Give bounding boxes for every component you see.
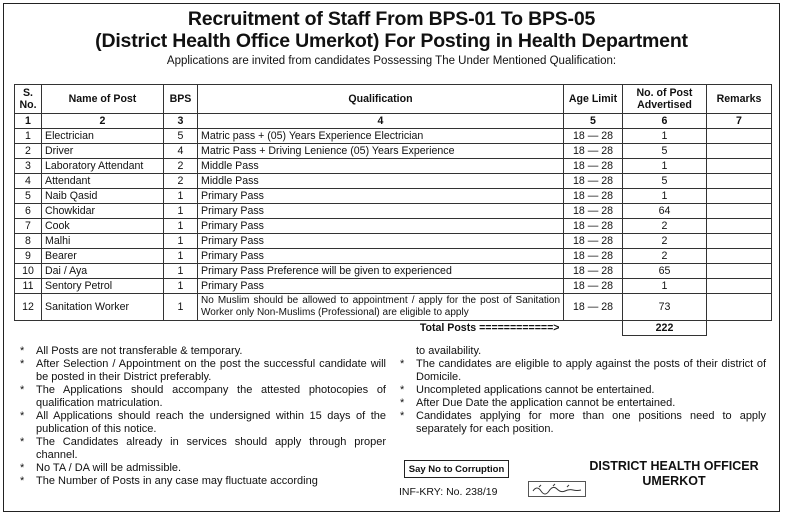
table-header-row	[15, 85, 772, 114]
asterisk-icon: *	[400, 384, 405, 396]
table-row	[15, 294, 772, 321]
cell-post: Cook	[42, 219, 164, 234]
cell-bps: 1	[164, 294, 198, 321]
cell-remarks	[707, 159, 772, 174]
note-text: After Selection / Appointment on the post the successful candidate will be posted in their District preferably.	[36, 358, 386, 383]
issuing-authority	[584, 459, 764, 489]
note-text: The Candidates already in services should apply through proper channel.	[36, 436, 386, 461]
cell-qualification: Middle Pass	[198, 159, 564, 174]
note-item	[400, 358, 766, 384]
note-item	[20, 436, 386, 462]
table-row	[15, 219, 772, 234]
note-item	[20, 345, 386, 358]
officer-location: UMERKOT	[642, 474, 706, 488]
table-row	[15, 234, 772, 249]
cell-post: Chowkidar	[42, 204, 164, 219]
note-item	[20, 475, 386, 488]
cell-count: 2	[623, 234, 707, 249]
cell-count: 2	[623, 249, 707, 264]
cell-count: 5	[623, 144, 707, 159]
cell-qualification: Matric Pass + Driving Lenience (05) Years Experience	[198, 144, 564, 159]
cell-remarks	[707, 129, 772, 144]
col-number: 1	[15, 114, 42, 129]
cell-bps: 4	[164, 144, 198, 159]
cell-count: 73	[623, 294, 707, 321]
note-text: The Number of Posts in any case may fluctuate according	[36, 475, 318, 487]
cell-remarks	[707, 219, 772, 234]
cell-sno: 9	[15, 249, 42, 264]
title-line-2: (District Health Office Umerkot) For Posting in Health Department	[95, 30, 688, 52]
column-number-row	[15, 114, 772, 129]
cell-qualification: Primary Pass	[198, 234, 564, 249]
asterisk-icon: *	[20, 358, 25, 370]
cell-sno: 10	[15, 264, 42, 279]
cell-age: 18 — 28	[564, 279, 623, 294]
cell-sno: 11	[15, 279, 42, 294]
cell-remarks	[707, 249, 772, 264]
notes-left-column	[20, 345, 386, 488]
cell-remarks	[707, 279, 772, 294]
cell-qualification: Middle Pass	[198, 174, 564, 189]
cell-qualification: Primary Pass	[198, 219, 564, 234]
cell-bps: 1	[164, 204, 198, 219]
inf-number: INF-KRY: No. 238/19	[399, 486, 498, 498]
cell-bps: 1	[164, 264, 198, 279]
cell-remarks	[707, 294, 772, 321]
col-number: 3	[164, 114, 198, 129]
cell-age: 18 — 28	[564, 144, 623, 159]
col-number: 4	[198, 114, 564, 129]
note-text: The candidates are eligible to apply against the posts of their district of Domicile.	[416, 358, 766, 383]
header-remarks: Remarks	[707, 85, 772, 114]
cell-age: 18 — 28	[564, 219, 623, 234]
table-row	[15, 159, 772, 174]
table-row	[15, 249, 772, 264]
cell-age: 18 — 28	[564, 294, 623, 321]
asterisk-icon: *	[20, 436, 25, 448]
cell-bps: 1	[164, 219, 198, 234]
cell-count: 64	[623, 204, 707, 219]
col-number: 5	[564, 114, 623, 129]
total-label: Total Posts ============>	[419, 321, 560, 334]
cell-count: 1	[623, 279, 707, 294]
posts-table	[14, 84, 772, 336]
cell-qualification: Primary Pass	[198, 249, 564, 264]
stamp-scribble-icon	[529, 482, 585, 496]
cell-post: Sanitation Worker	[42, 294, 164, 321]
cell-qualification: Primary Pass Preference will be given to experienced	[198, 264, 564, 279]
col-number: 6	[623, 114, 707, 129]
cell-count: 1	[623, 159, 707, 174]
cell-post: Laboratory Attendant	[42, 159, 164, 174]
note-text: All Applications should reach the undersigned within 15 days of the publication of this notice.	[36, 410, 386, 435]
cell-qualification: Primary Pass	[198, 204, 564, 219]
note-item	[400, 384, 766, 397]
note-item	[20, 462, 386, 475]
table-row	[15, 279, 772, 294]
note-item	[20, 384, 386, 410]
table-row	[15, 189, 772, 204]
note-text: No TA / DA will be admissible.	[36, 462, 182, 474]
cell-age: 18 — 28	[564, 264, 623, 279]
header-age: Age Limit	[564, 85, 623, 114]
note-item	[400, 397, 766, 410]
table-row	[15, 129, 772, 144]
table-row	[15, 264, 772, 279]
total-row	[15, 321, 772, 336]
note-continuation: to availability.	[416, 345, 482, 357]
cell-count: 1	[623, 129, 707, 144]
cell-sno: 2	[15, 144, 42, 159]
table-row	[15, 204, 772, 219]
asterisk-icon: *	[20, 462, 25, 474]
note-text: Uncompleted applications cannot be entertained.	[416, 384, 655, 396]
cell-qualification: Matric pass + (05) Years Experience Electrician	[198, 129, 564, 144]
officer-title: DISTRICT HEALTH OFFICER	[589, 459, 759, 473]
cell-count: 2	[623, 219, 707, 234]
asterisk-icon: *	[400, 397, 405, 409]
cell-remarks	[707, 174, 772, 189]
cell-age: 18 — 28	[564, 129, 623, 144]
cell-count: 1	[623, 189, 707, 204]
cell-post: Malhi	[42, 234, 164, 249]
cell-remarks	[707, 204, 772, 219]
cell-post: Sentory Petrol	[42, 279, 164, 294]
cell-qualification: Primary Pass	[198, 279, 564, 294]
cell-bps: 1	[164, 189, 198, 204]
note-text: All Posts are not transferable & temporary.	[36, 345, 243, 357]
cell-post: Naib Qasid	[42, 189, 164, 204]
note-text: The Applications should accompany the attested photocopies of qualification matriculation.	[36, 384, 386, 409]
total-value: 222	[623, 321, 707, 336]
cell-qualification: Primary Pass	[198, 189, 564, 204]
cell-remarks	[707, 189, 772, 204]
header-post: Name of Post	[42, 85, 164, 114]
cell-remarks	[707, 234, 772, 249]
cell-post: Bearer	[42, 249, 164, 264]
subtitle: Applications are invited from candidates Possessing The Under Mentioned Qualification:	[166, 55, 617, 67]
cell-qualification: No Muslim should be allowed to appointment / apply for the post of Sanitation Worker only Non-Muslims (Professional) are eligible to apply	[198, 294, 564, 321]
cell-age: 18 — 28	[564, 249, 623, 264]
cell-post: Driver	[42, 144, 164, 159]
asterisk-icon: *	[20, 384, 25, 396]
urdu-stamp-icon	[528, 481, 586, 497]
col-number: 7	[707, 114, 772, 129]
cell-post: Attendant	[42, 174, 164, 189]
asterisk-icon: *	[20, 410, 25, 422]
cell-count: 5	[623, 174, 707, 189]
cell-age: 18 — 28	[564, 174, 623, 189]
cell-post: Electrician	[42, 129, 164, 144]
cell-count: 65	[623, 264, 707, 279]
cell-sno: 4	[15, 174, 42, 189]
note-item	[20, 410, 386, 436]
cell-sno: 3	[15, 159, 42, 174]
header-bps: BPS	[164, 85, 198, 114]
cell-sno: 1	[15, 129, 42, 144]
asterisk-icon: *	[20, 475, 25, 487]
cell-age: 18 — 28	[564, 204, 623, 219]
cell-bps: 1	[164, 234, 198, 249]
cell-sno: 7	[15, 219, 42, 234]
note-item	[400, 410, 766, 436]
asterisk-icon: *	[400, 358, 405, 370]
note-text: Candidates applying for more than one positions need to apply separately for each position.	[416, 410, 766, 435]
cell-sno: 5	[15, 189, 42, 204]
cell-post: Dai / Aya	[42, 264, 164, 279]
cell-bps: 2	[164, 174, 198, 189]
total-spacer	[707, 321, 772, 336]
cell-remarks	[707, 264, 772, 279]
col-number: 2	[42, 114, 164, 129]
cell-age: 18 — 28	[564, 159, 623, 174]
cell-sno: 6	[15, 204, 42, 219]
total-spacer	[564, 321, 623, 336]
title-line-1: Recruitment of Staff From BPS-01 To BPS-05	[187, 8, 596, 30]
asterisk-icon: *	[20, 345, 25, 357]
cell-age: 18 — 28	[564, 234, 623, 249]
note-item	[20, 358, 386, 384]
cell-bps: 1	[164, 279, 198, 294]
header-count: No. of Post Advertised	[623, 85, 707, 114]
anti-corruption-slogan: Say No to Corruption	[404, 460, 509, 478]
cell-sno: 12	[15, 294, 42, 321]
note-text: After Due Date the application cannot be entertained.	[416, 397, 676, 409]
cell-bps: 1	[164, 249, 198, 264]
cell-bps: 5	[164, 129, 198, 144]
header-sno: S. No.	[15, 85, 42, 114]
asterisk-icon: *	[400, 410, 405, 422]
table-row	[15, 144, 772, 159]
cell-age: 18 — 28	[564, 189, 623, 204]
header-qualification: Qualification	[198, 85, 564, 114]
notes-right-column	[400, 345, 766, 436]
cell-bps: 2	[164, 159, 198, 174]
cell-remarks	[707, 144, 772, 159]
cell-sno: 8	[15, 234, 42, 249]
table-row	[15, 174, 772, 189]
